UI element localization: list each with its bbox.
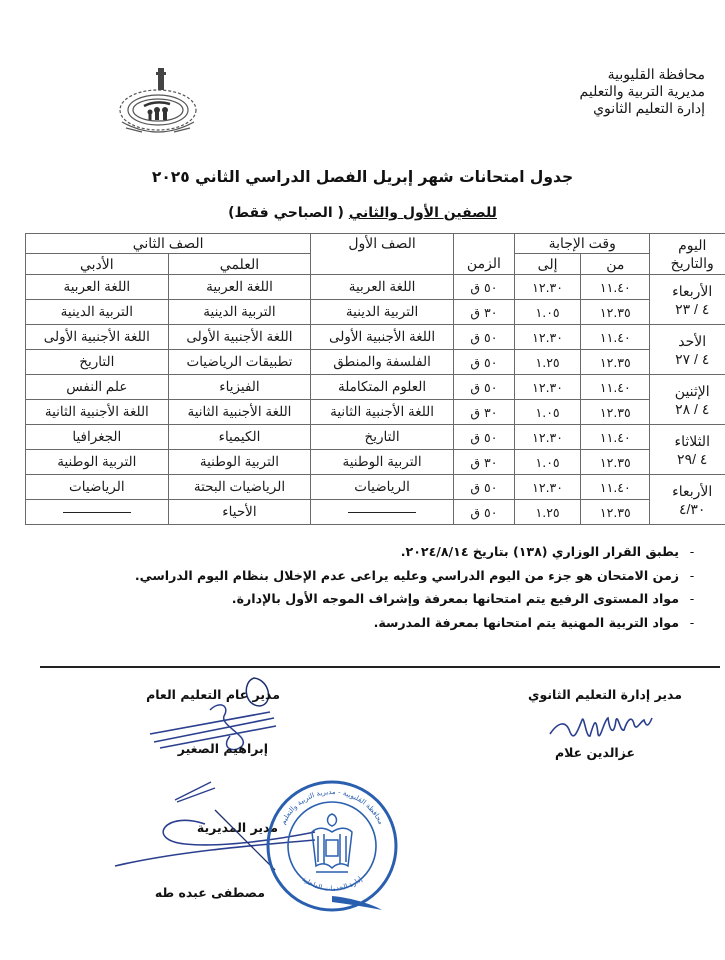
literary-subject-cell: التربية الوطنية — [26, 450, 169, 475]
administration-name: إدارة التعليم الثانوي — [593, 100, 705, 116]
scientific-subject-cell: الأحياء — [168, 500, 311, 525]
subtitle-shift: ( الصباحي فقط) — [228, 205, 344, 221]
note-text: يطبق القرار الوزاري (١٣٨) بتاريخ ٢٠٢٤/٨/١٤. — [400, 544, 679, 559]
grade1-subject-cell: التربية الوطنية — [311, 450, 454, 475]
governorate-name: محافظة القليوبية — [607, 66, 705, 82]
subtitle-grades: للصفين الأول والثاني — [348, 205, 497, 221]
table-row — [26, 325, 725, 350]
no-exam-dash — [348, 512, 416, 513]
scientific-subject-cell: اللغة العربية — [168, 275, 311, 300]
table-row — [26, 300, 725, 325]
table-row — [26, 450, 725, 475]
literary-subject-cell: اللغة الأجنبية الأولى — [26, 325, 169, 350]
table-row — [26, 475, 725, 500]
header-from: من — [581, 254, 650, 275]
end-time-cell: ١.٢٥ — [514, 350, 580, 375]
day-name: الأربعاء — [672, 482, 713, 499]
table-row — [26, 275, 725, 300]
start-time-cell: ١٢.٣٥ — [581, 450, 650, 475]
note-item — [65, 564, 705, 588]
start-time-cell: ١١.٤٠ — [581, 475, 650, 500]
grade1-subject-cell: العلوم المتكاملة — [311, 375, 454, 400]
header-grade1: الصف الأول — [311, 234, 454, 275]
governorate-emblem-icon — [112, 66, 204, 138]
dash-bullet-icon: - — [689, 544, 695, 559]
literary-subject-cell: اللغة الأجنبية الثانية — [26, 400, 169, 425]
table-row — [26, 400, 725, 425]
stamp-bottom-text: إدارة الخدمات الداخلية — [300, 875, 364, 893]
day-name: الأحد — [678, 332, 707, 349]
literary-subject-cell: التربية الدينية — [26, 300, 169, 325]
duration-cell: ٥٠ ق — [453, 500, 514, 525]
duration-cell: ٣٠ ق — [453, 300, 514, 325]
note-item — [65, 611, 705, 635]
grade1-subject-cell — [311, 500, 454, 525]
start-time-cell: ١١.٤٠ — [581, 425, 650, 450]
header-duration: الزمن — [453, 234, 514, 275]
signature-name-directorate: مصطفى عبده طه — [154, 885, 265, 900]
signature-title-general-ed: مدير عام التعليم العام — [146, 687, 280, 702]
schedule-body — [26, 275, 725, 525]
start-time-cell: ١١.٤٠ — [581, 275, 650, 300]
directorate-name: مديرية التربية والتعليم — [579, 83, 705, 99]
end-time-cell: ١٢.٣٠ — [514, 425, 580, 450]
literary-subject-cell: اللغة العربية — [26, 275, 169, 300]
scientific-subject-cell: الفيزياء — [168, 375, 311, 400]
eagle-emblem-icon — [312, 814, 352, 872]
day-name: الأربعاء — [672, 282, 713, 299]
scientific-subject-cell: الرياضيات البحتة — [168, 475, 311, 500]
scientific-subject-cell: الكيمياء — [168, 425, 311, 450]
signature-title-secondary-ed: مدير إدارة التعليم الثانوي — [528, 687, 682, 702]
handwritten-signature-icon — [548, 712, 658, 748]
table-row — [26, 375, 725, 400]
signature-title-directorate: مدير المديرية — [196, 820, 278, 835]
duration-cell: ٥٠ ق — [453, 275, 514, 300]
grade1-subject-cell: اللغة العربية — [311, 275, 454, 300]
header-to: إلى — [514, 254, 580, 275]
literary-subject-cell: التاريخ — [26, 350, 169, 375]
duration-cell: ٣٠ ق — [453, 400, 514, 425]
duration-cell: ٥٠ ق — [453, 475, 514, 500]
note-text: مواد التربية المهنية يتم امتحانها بمعرفة المدرسة. — [373, 614, 679, 630]
scientific-subject-cell: التربية الدينية — [168, 300, 311, 325]
exam-date: ٤ / ٢٣ — [675, 300, 710, 317]
exam-schedule-table — [25, 233, 725, 525]
document-subtitle — [0, 205, 725, 221]
start-time-cell: ١١.٤٠ — [581, 375, 650, 400]
note-item — [65, 587, 705, 611]
end-time-cell: ١.٠٥ — [514, 300, 580, 325]
end-time-cell: ١٢.٣٠ — [514, 275, 580, 300]
exam-date: ٤/٣٠ — [679, 500, 706, 517]
day-date-cell — [650, 375, 725, 425]
header-answer-time: وقت الإجابة — [514, 234, 649, 254]
header-scientific: العلمي — [168, 254, 311, 275]
duration-cell: ٥٠ ق — [453, 325, 514, 350]
end-time-cell: ١.٢٥ — [514, 500, 580, 525]
table-row — [26, 425, 725, 450]
no-exam-dash — [63, 512, 131, 513]
duration-cell: ٣٠ ق — [453, 450, 514, 475]
table-row — [26, 500, 725, 525]
start-time-cell: ١٢.٣٥ — [581, 400, 650, 425]
duration-cell: ٥٠ ق — [453, 375, 514, 400]
duration-cell: ٥٠ ق — [453, 350, 514, 375]
official-stamp — [262, 776, 402, 916]
section-divider — [40, 666, 720, 668]
day-date-cell — [650, 325, 725, 375]
literary-subject-cell: الرياضيات — [26, 475, 169, 500]
scientific-subject-cell: التربية الوطنية — [168, 450, 311, 475]
note-text: مواد المستوى الرفيع يتم امتحانها بمعرفة وإشراف الموجه الأول بالإدارة. — [231, 591, 679, 606]
header-date: والتاريخ — [670, 255, 714, 271]
dash-bullet-icon: - — [689, 591, 695, 606]
header-literary: الأدبي — [26, 254, 169, 275]
grade1-subject-cell: اللغة الأجنبية الثانية — [311, 400, 454, 425]
grade1-subject-cell: اللغة الأجنبية الأولى — [311, 325, 454, 350]
exam-date: ٤ / ٢٨ — [675, 400, 710, 417]
stamp-top-text: محافظة القليوبية - مديرية التربية والتعليم — [279, 787, 385, 826]
literary-subject-cell — [26, 500, 169, 525]
exam-date: ٤ /٢٩ — [677, 450, 708, 467]
document-title: جدول امتحانات شهر إبريل الفصل الدراسي الثاني ٢٠٢٥ — [151, 168, 574, 186]
day-name: الثلاثاء — [674, 432, 710, 449]
grade1-subject-cell: الفلسفة والمنطق — [311, 350, 454, 375]
dash-bullet-icon: - — [689, 614, 695, 630]
end-time-cell: ١.٠٥ — [514, 450, 580, 475]
grade1-subject-cell: التربية الدينية — [311, 300, 454, 325]
end-time-cell: ١٢.٣٠ — [514, 475, 580, 500]
grade1-subject-cell: الرياضيات — [311, 475, 454, 500]
day-date-cell — [650, 425, 725, 475]
grade1-subject-cell: التاريخ — [311, 425, 454, 450]
table-row — [26, 350, 725, 375]
day-date-cell — [650, 275, 725, 325]
start-time-cell: ١١.٤٠ — [581, 325, 650, 350]
header-day: اليوم — [678, 237, 707, 253]
header-grade2: الصف الثاني — [26, 234, 311, 254]
start-time-cell: ١٢.٣٥ — [581, 500, 650, 525]
end-time-cell: ١٢.٣٠ — [514, 375, 580, 400]
issuing-authority — [580, 66, 705, 117]
signature-name-secondary-ed: عزالدين علام — [555, 745, 635, 760]
signature-name-general-ed: إبراهيم الصغير — [177, 741, 268, 756]
note-text: زمن الامتحان هو جزء من اليوم الدراسي وعليه يراعى عدم الإخلال بنظام اليوم الدراسي. — [134, 567, 679, 583]
end-time-cell: ١٢.٣٠ — [514, 325, 580, 350]
scientific-subject-cell: اللغة الأجنبية الأولى — [168, 325, 311, 350]
literary-subject-cell: الجغرافيا — [26, 425, 169, 450]
end-time-cell: ١.٠٥ — [514, 400, 580, 425]
scientific-subject-cell: تطبيقات الرياضيات — [168, 350, 311, 375]
scientific-subject-cell: اللغة الأجنبية الثانية — [168, 400, 311, 425]
note-item — [65, 540, 705, 564]
header-day-date — [650, 234, 725, 275]
start-time-cell: ١٢.٣٥ — [581, 350, 650, 375]
duration-cell: ٥٠ ق — [453, 425, 514, 450]
day-date-cell — [650, 475, 725, 525]
dash-bullet-icon: - — [689, 567, 695, 583]
start-time-cell: ١٢.٣٥ — [581, 300, 650, 325]
notes-list — [65, 540, 705, 634]
exam-date: ٤ / ٢٧ — [675, 350, 710, 367]
day-name: الإثنين — [674, 382, 710, 399]
literary-subject-cell: علم النفس — [26, 375, 169, 400]
